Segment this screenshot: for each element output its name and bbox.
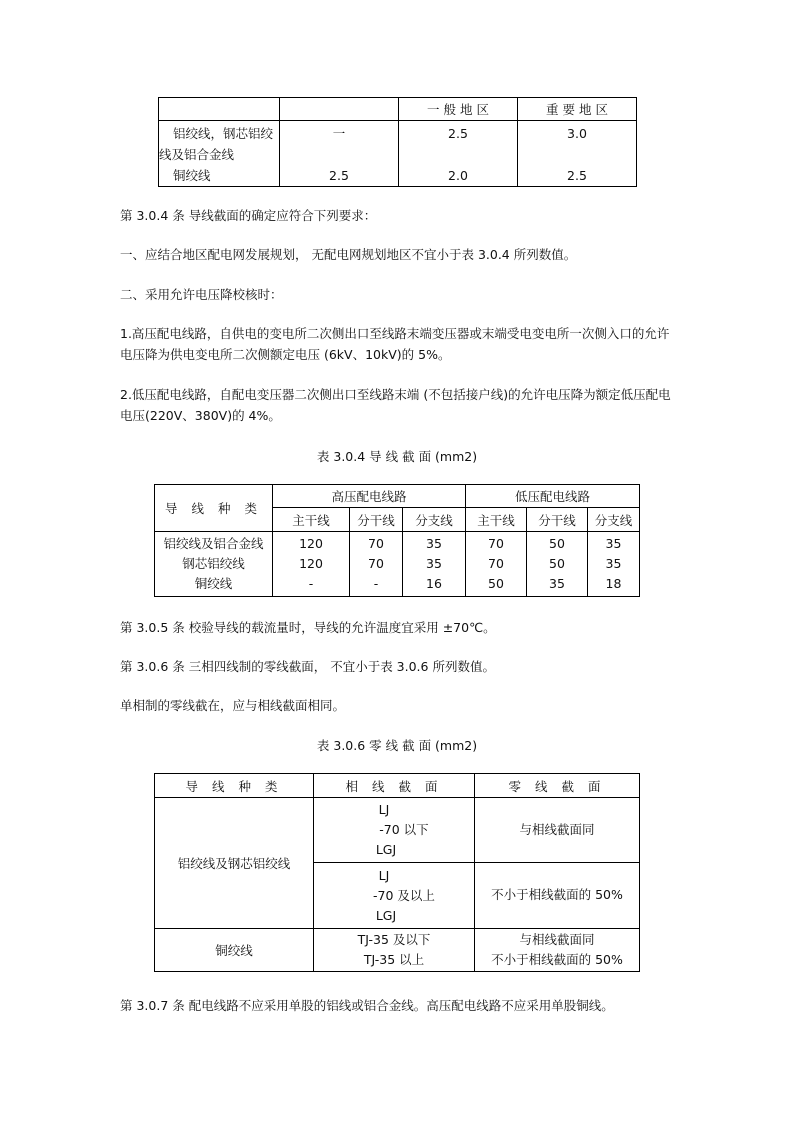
table2-value: 70 bbox=[368, 536, 384, 551]
table3-header-neutral: 零 线 截 面 bbox=[475, 774, 640, 798]
table2-value: 70 bbox=[488, 536, 504, 551]
table1-col2-cell bbox=[399, 121, 518, 187]
table1-row2-c2: 2.0 bbox=[448, 168, 468, 183]
item-2-2-low-voltage: 2.低压配电线路，自配电变压器二次侧出口至线路末端 (不包括接户线)的允许电压降为额定低压配电电压(220V、380V)的 4%。 bbox=[120, 387, 671, 423]
item-2-voltage-drop: 二、采用允许电压降校核时： bbox=[120, 287, 283, 302]
table1-col3-cell bbox=[518, 121, 637, 187]
table1-row1-c3: 3.0 bbox=[567, 126, 587, 141]
table2-value: 50 bbox=[488, 576, 504, 591]
phase-line: LJ bbox=[378, 867, 390, 883]
table1-row-label-line2: 线及铝合金线 bbox=[159, 147, 235, 162]
phase-line: TJ-35 以上 bbox=[363, 952, 425, 967]
table1-header-general: 一 般 地 区 bbox=[399, 98, 518, 121]
phase-line: LJ bbox=[378, 802, 390, 817]
table2-sub-secondary: 分干线 bbox=[350, 508, 403, 532]
table1-row1-c2: 2.5 bbox=[448, 126, 468, 141]
single-phase-note: 单相制的零线截在，应与相线截面相同。 bbox=[120, 698, 346, 713]
table3-group1-type: 铝绞线及钢芯铝绞线 bbox=[155, 798, 314, 929]
table2-col-cell bbox=[350, 532, 403, 597]
article-3-0-6: 第 3.0.6 条 三相四线制的零线截面， 不宜小于表 3.0.6 所列数值。 bbox=[120, 659, 495, 674]
table-3-0-4-conductor-section bbox=[154, 484, 640, 597]
table2-value: - bbox=[373, 576, 379, 591]
table1-row2-c1: 2.5 bbox=[329, 168, 349, 183]
table1-col1-cell bbox=[280, 121, 399, 187]
table2-value: 50 bbox=[549, 556, 565, 571]
table2-value: 70 bbox=[368, 556, 384, 571]
table3-header-type: 导 线 种 类 bbox=[155, 774, 314, 798]
table3-group2-neutral bbox=[475, 929, 640, 972]
table2-header-high-voltage: 高压配电线路 bbox=[273, 485, 466, 508]
table2-value: 16 bbox=[426, 576, 442, 591]
neutral-line: 不小于相线截面的 50% bbox=[491, 952, 623, 967]
table2-sub-secondary-low: 分干线 bbox=[527, 508, 588, 532]
phase-line: LGJ bbox=[375, 907, 397, 923]
table2-value: 35 bbox=[549, 576, 565, 591]
table3-caption: 表 3.0.6 零 线 截 面 (mm2) bbox=[316, 738, 478, 753]
table2-sub-branch-low: 分支线 bbox=[588, 508, 640, 532]
phase-line: LGJ bbox=[375, 842, 397, 857]
table2-row-type: 铝绞线及铝合金线 bbox=[163, 536, 264, 551]
article-3-0-7: 第 3.0.7 条 配电线路不应采用单股的铝线或铝合金线。高压配电线路不应采用单股铜线。 bbox=[120, 998, 614, 1013]
table2-row-type: 铜绞线 bbox=[194, 576, 233, 591]
table2-col-cell bbox=[588, 532, 640, 597]
table1-row-label-line1: 铝绞线，钢芯铝绞 bbox=[173, 126, 274, 141]
table2-value: 35 bbox=[605, 536, 622, 551]
table3-group1-row1-neutral: 与相线截面同 bbox=[475, 798, 640, 863]
article-3-0-5: 第 3.0.5 条 校验导线的载流量时，导线的允许温度宜采用 ±70℃。 bbox=[120, 620, 496, 635]
table3-group1-row2-phase bbox=[314, 863, 475, 929]
phase-line: TJ-35 及以下 bbox=[357, 932, 431, 947]
table2-col-cell bbox=[273, 532, 350, 597]
table2-col-cell bbox=[527, 532, 588, 597]
table2-col-cell bbox=[403, 532, 466, 597]
table-conductor-min-section bbox=[158, 97, 637, 187]
phase-line: -70 以下 bbox=[379, 822, 429, 837]
phase-line: -70 及以上 bbox=[373, 887, 435, 903]
table2-value: 35 bbox=[605, 556, 622, 571]
table2-row-type: 钢芯铝绞线 bbox=[182, 556, 245, 571]
table2-value: - bbox=[308, 576, 314, 591]
table2-sub-main-low: 主干线 bbox=[466, 508, 527, 532]
table2-value: 50 bbox=[549, 536, 565, 551]
table1-row1-c1: 一 bbox=[332, 126, 346, 141]
table2-header-type: 导 线 种 类 bbox=[155, 485, 273, 532]
table-3-0-6-neutral-section bbox=[154, 773, 640, 972]
table2-value: 35 bbox=[426, 536, 442, 551]
table2-col-cell bbox=[466, 532, 527, 597]
table3-group1-row1-phase bbox=[314, 798, 475, 863]
table1-header-empty-2 bbox=[280, 98, 399, 121]
item-2-1-high-voltage: 1.高压配电线路，自供电的变电所二次侧出口至线路末端变压器或末端受电变电所一次侧入口的允许电压降为供电变电所二次侧额定电压 (6kV、10kV)的 5%。 bbox=[120, 326, 670, 362]
table1-row2-label: 铜绞线 bbox=[173, 168, 211, 183]
table1-row-label bbox=[159, 121, 280, 187]
table2-value: 18 bbox=[605, 576, 622, 591]
table2-value: 120 bbox=[299, 536, 323, 551]
table2-value: 70 bbox=[488, 556, 504, 571]
table3-header-phase: 相 线 截 面 bbox=[314, 774, 475, 798]
table2-caption: 表 3.0.4 导 线 截 面 (mm2) bbox=[316, 449, 478, 464]
table2-sub-branch: 分支线 bbox=[403, 508, 466, 532]
table1-header-important: 重 要 地 区 bbox=[518, 98, 637, 121]
table3-group1-row2-neutral: 不小于相线截面的 50% bbox=[475, 863, 640, 929]
table3-group2-phase bbox=[314, 929, 475, 972]
table1-row2-c3: 2.5 bbox=[567, 168, 587, 183]
table2-value: 35 bbox=[426, 556, 442, 571]
table2-header-low-voltage: 低压配电线路 bbox=[466, 485, 640, 508]
item-1-planning: 一、应结合地区配电网发展规划， 无配电网规划地区不宜小于表 3.0.4 所列数值。 bbox=[120, 247, 577, 262]
neutral-line: 与相线截面同 bbox=[519, 932, 595, 947]
table1-header-empty-1 bbox=[159, 98, 280, 121]
article-3-0-4: 第 3.0.4 条 导线截面的确定应符合下列要求： bbox=[120, 208, 377, 223]
table2-type-cell bbox=[155, 532, 273, 597]
table3-group2-type: 铜绞线 bbox=[155, 929, 314, 972]
table2-sub-main: 主干线 bbox=[273, 508, 350, 532]
table2-value: 120 bbox=[299, 556, 323, 571]
